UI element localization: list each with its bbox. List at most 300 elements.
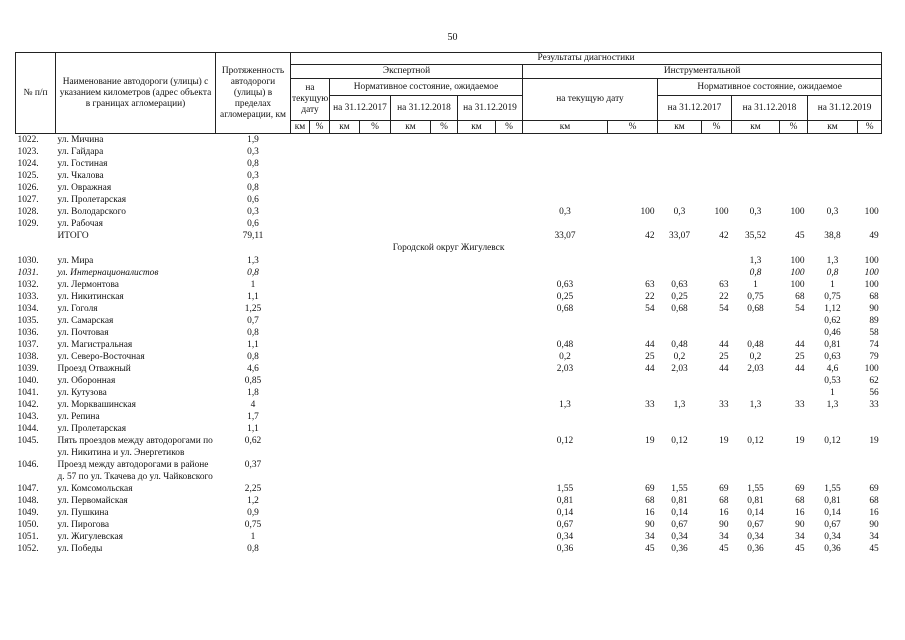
road-length: 0,37 [244, 460, 262, 470]
expert-cell [310, 339, 330, 351]
pct-value [702, 182, 732, 194]
table-row [16, 303, 882, 315]
expert-cell [330, 399, 360, 411]
expert-cell [360, 507, 391, 519]
road-name: ул. Интернационалистов [57, 268, 159, 278]
km-value: 0,14 [747, 508, 764, 518]
header-expert-2019: на 31.12.2019 [458, 96, 523, 121]
km-value: 0,75 [824, 292, 841, 302]
km-value [523, 158, 608, 170]
expert-cell [391, 423, 431, 435]
expert-cell [431, 387, 458, 399]
pct-value: 68 [645, 496, 655, 506]
km-value [523, 267, 608, 279]
row-num: 1028. [17, 207, 39, 217]
expert-cell [458, 387, 496, 399]
expert-cell [291, 206, 310, 218]
table-row [16, 519, 882, 531]
expert-cell [360, 399, 391, 411]
pct-value: 33 [795, 400, 805, 410]
row-num: 1043. [17, 412, 39, 422]
km-value [658, 146, 702, 158]
pct-value [702, 134, 732, 147]
expert-cell [391, 194, 431, 206]
road-name: ул. Репина [57, 412, 100, 422]
expert-cell [391, 531, 431, 543]
row-num: 1051. [17, 532, 39, 542]
row-num: 1023. [17, 147, 39, 157]
expert-cell [310, 399, 330, 411]
expert-cell [310, 375, 330, 387]
km-value [523, 411, 608, 423]
expert-cell [310, 435, 330, 459]
expert-cell [360, 146, 391, 158]
km-value: 33,07 [554, 231, 576, 241]
road-length: 0,85 [244, 376, 262, 386]
expert-cell [330, 206, 360, 218]
expert-cell [310, 194, 330, 206]
expert-cell [496, 230, 523, 242]
pct-value [858, 194, 882, 206]
expert-cell [291, 411, 310, 423]
pct-value [858, 411, 882, 423]
pct-value: 42 [719, 231, 729, 241]
expert-cell [330, 363, 360, 375]
pct-value: 100 [864, 364, 879, 374]
unit-km: км [291, 121, 310, 134]
expert-cell [291, 182, 310, 194]
pct-value: 44 [719, 364, 729, 374]
pct-value [608, 170, 658, 182]
expert-cell [431, 495, 458, 507]
expert-cell [310, 267, 330, 279]
expert-cell [391, 459, 431, 483]
pct-value: 90 [795, 520, 805, 530]
pct-value: 89 [869, 316, 879, 326]
expert-cell [330, 267, 360, 279]
km-value [523, 387, 608, 399]
expert-cell [431, 531, 458, 543]
km-value: 4,6 [826, 364, 839, 374]
expert-cell [431, 291, 458, 303]
expert-cell [330, 134, 360, 147]
road-length: 0,8 [247, 183, 259, 193]
pct-value [702, 194, 732, 206]
expert-cell [496, 495, 523, 507]
table-row [16, 387, 882, 399]
km-value: 0,3 [749, 207, 762, 217]
expert-cell [391, 507, 431, 519]
km-value: 0,25 [556, 292, 574, 302]
road-name: ул. Пролетарская [57, 195, 127, 205]
km-value: 0,63 [556, 280, 574, 290]
expert-cell [330, 255, 360, 267]
expert-cell [330, 531, 360, 543]
km-value: 38,8 [824, 231, 841, 241]
road-name: Проезд между автодорогами в районе д. 57 по ул. Ткачева до ул. Чайковского [57, 460, 213, 482]
road-length: 0,3 [247, 171, 259, 181]
pct-value [858, 170, 882, 182]
expert-cell [458, 315, 496, 327]
table-row [16, 339, 882, 351]
pct-value [608, 134, 658, 147]
km-value: 0,75 [747, 292, 764, 302]
expert-cell [291, 291, 310, 303]
row-num [16, 230, 56, 242]
pct-value: 45 [795, 231, 805, 241]
section-title: Городской округ Жигулевск [392, 243, 505, 253]
expert-cell [431, 170, 458, 182]
pct-value: 58 [869, 328, 879, 338]
row-num: 1022. [17, 135, 39, 145]
km-value: 0,2 [559, 352, 571, 362]
expert-cell [330, 279, 360, 291]
expert-cell [391, 375, 431, 387]
expert-cell [291, 399, 310, 411]
pct-value [858, 218, 882, 230]
unit-km: км [658, 121, 702, 134]
expert-cell [291, 483, 310, 495]
pct-value: 100 [790, 256, 805, 266]
table-row [16, 483, 882, 495]
km-value [523, 170, 608, 182]
road-name: ул. Самарская [57, 316, 114, 326]
expert-cell [360, 327, 391, 339]
road-name: Пять проездов между автодорогами по ул. Никитина и ул. Энергетиков [57, 436, 213, 458]
pct-value [702, 459, 732, 483]
km-value: 0,63 [824, 352, 841, 362]
road-length: 0,75 [244, 520, 262, 530]
road-name: ул. Кутузова [57, 388, 107, 398]
expert-cell [291, 375, 310, 387]
row-num: 1038. [17, 352, 39, 362]
km-value: 1 [753, 280, 758, 290]
row-num: 1030. [17, 256, 39, 266]
expert-cell [496, 507, 523, 519]
expert-cell [291, 363, 310, 375]
road-name: ул. Гоголя [57, 304, 98, 314]
km-value [658, 194, 702, 206]
expert-cell [458, 182, 496, 194]
expert-cell [496, 363, 523, 375]
expert-cell [330, 218, 360, 230]
expert-cell [360, 134, 391, 147]
expert-cell [496, 267, 523, 279]
road-name: ул. Жигулевская [57, 532, 123, 542]
road-length: 1,2 [247, 496, 259, 506]
expert-cell [431, 327, 458, 339]
km-value: 1,55 [556, 484, 574, 494]
km-value: 0,14 [556, 508, 574, 518]
pct-value [608, 267, 658, 279]
km-value: 0,48 [671, 340, 688, 350]
km-value [808, 182, 858, 194]
expert-cell [360, 170, 391, 182]
expert-cell [360, 255, 391, 267]
km-value: 0,53 [824, 376, 841, 386]
expert-cell [330, 170, 360, 182]
km-value: 0,3 [559, 207, 571, 217]
pct-value [780, 375, 808, 387]
road-name: ул. Первомайская [57, 496, 128, 506]
pct-value: 45 [869, 544, 879, 554]
km-value [808, 158, 858, 170]
expert-cell [330, 303, 360, 315]
km-value: 0,48 [556, 340, 574, 350]
km-value [523, 134, 608, 147]
expert-cell [391, 158, 431, 170]
km-value: 0,25 [671, 292, 688, 302]
expert-cell [330, 230, 360, 242]
pct-value: 16 [869, 508, 879, 518]
km-value: 0,36 [747, 544, 764, 554]
expert-cell [391, 255, 431, 267]
pct-value: 16 [645, 508, 655, 518]
road-length: 0,8 [247, 159, 259, 169]
km-value [658, 327, 702, 339]
pct-value [858, 146, 882, 158]
expert-cell [310, 255, 330, 267]
km-value: 0,3 [673, 207, 686, 217]
km-value [808, 423, 858, 435]
expert-cell [496, 146, 523, 158]
expert-cell [360, 206, 391, 218]
expert-cell [360, 495, 391, 507]
km-value [732, 146, 780, 158]
header-instr-2017: на 31.12.2017 [658, 96, 732, 121]
table-row [16, 279, 882, 291]
pct-value [608, 255, 658, 267]
expert-cell [458, 218, 496, 230]
km-value: 0,36 [671, 544, 688, 554]
expert-cell [360, 387, 391, 399]
expert-cell [496, 351, 523, 363]
table-row [16, 291, 882, 303]
km-value: 1,3 [559, 400, 571, 410]
road-length: 0,8 [247, 352, 259, 362]
pct-value: 100 [790, 280, 805, 290]
pct-value: 34 [645, 532, 655, 542]
expert-cell [360, 158, 391, 170]
km-value: 0,36 [556, 544, 574, 554]
pct-value [608, 411, 658, 423]
row-num: 1031. [17, 268, 39, 278]
road-length: 79,11 [242, 231, 264, 241]
expert-cell [458, 327, 496, 339]
road-name: ул. Рабочая [57, 219, 103, 229]
expert-cell [310, 387, 330, 399]
expert-cell [458, 303, 496, 315]
road-name: ул. Гостиная [57, 159, 108, 169]
km-value [658, 267, 702, 279]
header-expert-2017: на 31.12.2017 [330, 96, 391, 121]
expert-cell [310, 303, 330, 315]
expert-cell [360, 435, 391, 459]
table-row [16, 158, 882, 170]
expert-cell [458, 279, 496, 291]
header-name: Наименование автодороги (улицы) с указанием километров (адрес объекта в границах агломерации) [56, 53, 216, 134]
expert-cell [496, 291, 523, 303]
expert-cell [431, 146, 458, 158]
km-value [808, 218, 858, 230]
pct-value [702, 315, 732, 327]
pct-value: 44 [795, 340, 805, 350]
km-value: 0,8 [826, 268, 839, 278]
table-row [16, 327, 882, 339]
pct-value: 54 [645, 304, 655, 314]
expert-cell [431, 194, 458, 206]
table-row [16, 146, 882, 158]
expert-cell [431, 339, 458, 351]
expert-cell [310, 423, 330, 435]
header-expert-current: на текущую дату [291, 79, 330, 121]
expert-cell [360, 411, 391, 423]
road-length: 0,3 [247, 207, 259, 217]
expert-cell [330, 146, 360, 158]
pct-value [608, 194, 658, 206]
pct-value: 74 [869, 340, 879, 350]
km-value: 0,34 [824, 532, 841, 542]
pct-value [608, 423, 658, 435]
road-name: ул. Оборонная [57, 376, 116, 386]
table-row [16, 182, 882, 194]
header-expert-2018: на 31.12.2018 [391, 96, 458, 121]
pct-value [608, 459, 658, 483]
expert-cell [496, 435, 523, 459]
row-num: 1036. [17, 328, 39, 338]
pct-value: 69 [869, 484, 879, 494]
km-value: 1,3 [673, 400, 686, 410]
expert-cell [291, 423, 310, 435]
expert-cell [330, 291, 360, 303]
km-value [658, 315, 702, 327]
expert-cell [291, 339, 310, 351]
expert-cell [496, 182, 523, 194]
row-num: 1032. [17, 280, 39, 290]
expert-cell [310, 134, 330, 147]
km-value: 1,12 [824, 304, 841, 314]
expert-cell [391, 339, 431, 351]
km-value [808, 134, 858, 147]
table-row [16, 411, 882, 423]
road-length: 0,8 [247, 328, 259, 338]
road-name: ул. Никитинская [57, 292, 124, 302]
expert-cell [496, 194, 523, 206]
expert-cell [496, 399, 523, 411]
pct-value: 69 [719, 484, 729, 494]
expert-cell [291, 303, 310, 315]
expert-cell [391, 519, 431, 531]
km-value: 0,12 [671, 436, 688, 446]
pct-value [608, 315, 658, 327]
road-name: ул. Почтовая [57, 328, 109, 338]
expert-cell [458, 339, 496, 351]
expert-cell [330, 519, 360, 531]
expert-cell [310, 483, 330, 495]
expert-cell [291, 435, 310, 459]
km-value: 0,2 [673, 352, 686, 362]
pct-value [858, 459, 882, 483]
expert-cell [330, 315, 360, 327]
expert-cell [391, 435, 431, 459]
pct-value [608, 182, 658, 194]
expert-cell [360, 230, 391, 242]
expert-cell [458, 291, 496, 303]
expert-cell [496, 206, 523, 218]
expert-cell [360, 218, 391, 230]
expert-cell [431, 218, 458, 230]
pct-value [608, 218, 658, 230]
road-length: 0,6 [247, 219, 259, 229]
expert-cell [291, 279, 310, 291]
expert-cell [330, 327, 360, 339]
pct-value [608, 327, 658, 339]
expert-cell [330, 158, 360, 170]
km-value: 0,68 [556, 304, 574, 314]
km-value [658, 459, 702, 483]
pct-value: 90 [719, 520, 729, 530]
pct-value [780, 459, 808, 483]
km-value: 0,12 [824, 436, 841, 446]
km-value [523, 255, 608, 267]
table-row [16, 399, 882, 411]
expert-cell [431, 423, 458, 435]
expert-cell [330, 459, 360, 483]
expert-cell [496, 387, 523, 399]
pct-value: 45 [719, 544, 729, 554]
km-value [523, 375, 608, 387]
pct-value: 63 [645, 280, 655, 290]
expert-cell [431, 435, 458, 459]
expert-cell [391, 399, 431, 411]
expert-cell [310, 351, 330, 363]
km-value [732, 218, 780, 230]
km-value: 0,12 [556, 436, 574, 446]
pct-value: 68 [869, 292, 879, 302]
row-num: 1052. [17, 544, 39, 554]
expert-cell [330, 435, 360, 459]
table-row [16, 134, 882, 147]
expert-cell [330, 411, 360, 423]
table-row [16, 315, 882, 327]
expert-cell [391, 495, 431, 507]
road-length: 1,1 [247, 424, 259, 434]
km-value: 2,03 [671, 364, 688, 374]
expert-cell [291, 255, 310, 267]
expert-cell [360, 182, 391, 194]
expert-cell [391, 134, 431, 147]
pct-value [858, 158, 882, 170]
row-num: 1042. [17, 400, 39, 410]
expert-cell [291, 495, 310, 507]
expert-cell [291, 134, 310, 147]
road-name: ИТОГО [57, 231, 89, 241]
km-value: 33,07 [668, 231, 691, 241]
pct-value [858, 182, 882, 194]
expert-cell [458, 399, 496, 411]
expert-cell [496, 303, 523, 315]
row-num: 1049. [17, 508, 39, 518]
expert-cell [310, 158, 330, 170]
expert-cell [496, 483, 523, 495]
expert-cell [458, 459, 496, 483]
pct-value: 54 [719, 304, 729, 314]
expert-cell [360, 519, 391, 531]
expert-cell [458, 194, 496, 206]
pct-value: 100 [714, 207, 729, 217]
km-value [808, 459, 858, 483]
pct-value: 100 [864, 256, 879, 266]
